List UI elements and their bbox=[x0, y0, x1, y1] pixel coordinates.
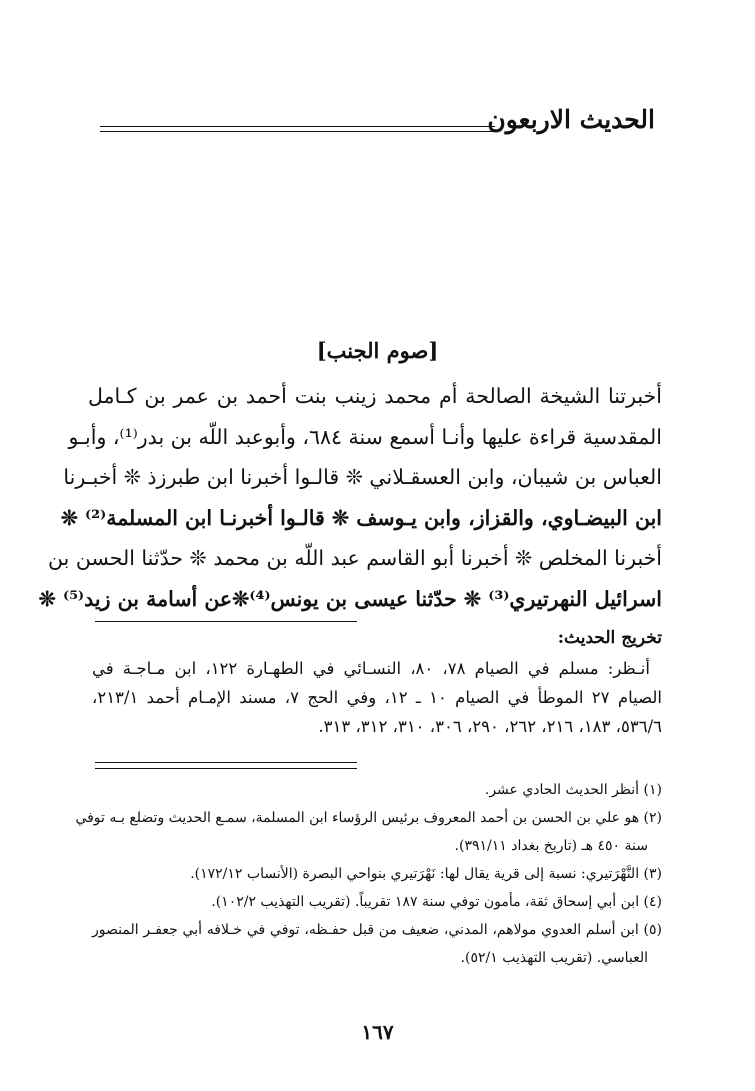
footnotes bbox=[75, 776, 662, 972]
chapter-title: [صوم الجنب] bbox=[316, 338, 439, 363]
running-head-rule-bottom bbox=[100, 131, 495, 132]
isnad-line: المقدسية قراءة عليها وأنـا أسمع سنة ٦٨٤، وأبوعبد اللّه بن بدر⁽¹⁾، وأبـو bbox=[68, 424, 662, 449]
takhrij-line: الصيام ٢٧ الموطأ في الصيام ١٠ ـ ١٢، وفي الحج ٧، مسند الإمـام أحمد ٢١٣/١، bbox=[92, 688, 663, 707]
takhrij-line: ٥٣٦/٦، ١٨٣، ٢١٦، ٢٦٢، ٢٩٠، ٣٠٦، ٣١٠، ٣١٢، ٣١٣. bbox=[318, 717, 662, 736]
footnote: (٢) هو علي بن الحسن بن أحمد المعروف برئيس الرؤساء ابن المسلمة، سمـع الحديث وتضلع بـه توفي bbox=[75, 810, 662, 826]
running-head-title: الحديث الاربعون bbox=[487, 105, 655, 134]
footnote-continuation: العباسي. (تقريب التهذيب ٥٢/١). bbox=[460, 950, 648, 966]
running-head-rule-top bbox=[100, 126, 495, 127]
takhrij-body bbox=[92, 654, 662, 741]
isnad-line: العباس بن شيبان، وابن العسقـلاني ❊ قالـوا أخبرنا ابن طبرزذ ❊ أخبـرنا bbox=[63, 465, 662, 489]
page-number: ١٦٧ bbox=[361, 1020, 394, 1044]
isnad-line: أخبرتنا الشيخة الصالحة أم محمد زينب بنت أحمد بن عمر بن كـامل bbox=[88, 384, 662, 408]
isnad-line: ابن البيضـاوي، والقزاز، وابن يـوسف ❊ قالـوا أخبرنـا ابن المسلمة⁽²⁾ ❊ bbox=[60, 505, 662, 530]
footnote: (١) أنظر الحديث الحادي عشر. bbox=[484, 782, 662, 798]
footnotes-divider-top bbox=[95, 762, 357, 763]
running-head bbox=[100, 104, 655, 144]
isnad-line: اسرائيل النهرتيري⁽³⁾ ❊ حدّثنا عيسى بن يونس⁽⁴⁾❊عن أسامة بن زيد⁽⁵⁾ ❊ bbox=[38, 586, 662, 611]
footnote: (٣) النَّهْرَتيري: نسبة إلى قرية يقال لها: نَهْرَتيري بنواحي البصرة (الأنساب ١٧٢/١٢). bbox=[190, 866, 662, 882]
footnote-continuation: سنة ٤٥٠ هـ (تاريخ بغداد ٣٩١/١١). bbox=[454, 838, 648, 854]
footnotes-divider-bottom bbox=[95, 768, 357, 769]
hadith-isnad-text bbox=[38, 376, 662, 619]
takhrij-heading: تخريج الحديث: bbox=[557, 628, 662, 648]
takhrij-divider bbox=[95, 621, 357, 622]
footnote: (٥) ابن أسلم العدوي مولاهم، المدني، ضعيف من قبل حفـظه، توفي في خـلافه أبي جعفـر المنصور bbox=[92, 922, 662, 938]
footnote: (٤) ابن أبي إسحاق ثقة، مأمون توفي سنة ١٨٧ تقريباً. (تقريب التهذيب ١٠٢/٢). bbox=[211, 894, 662, 910]
takhrij-line: أنـظر: مسلم في الصيام ٧٨، ٨٠، النسـائي في الطهـارة ١٢٢، ابن مـاجـة في bbox=[92, 659, 650, 678]
isnad-line: أخبرنا المخلص ❊ أخبرنا أبو القاسم عبد اللّه بن محمد ❊ حدّثنا الحسن بن bbox=[48, 546, 662, 570]
